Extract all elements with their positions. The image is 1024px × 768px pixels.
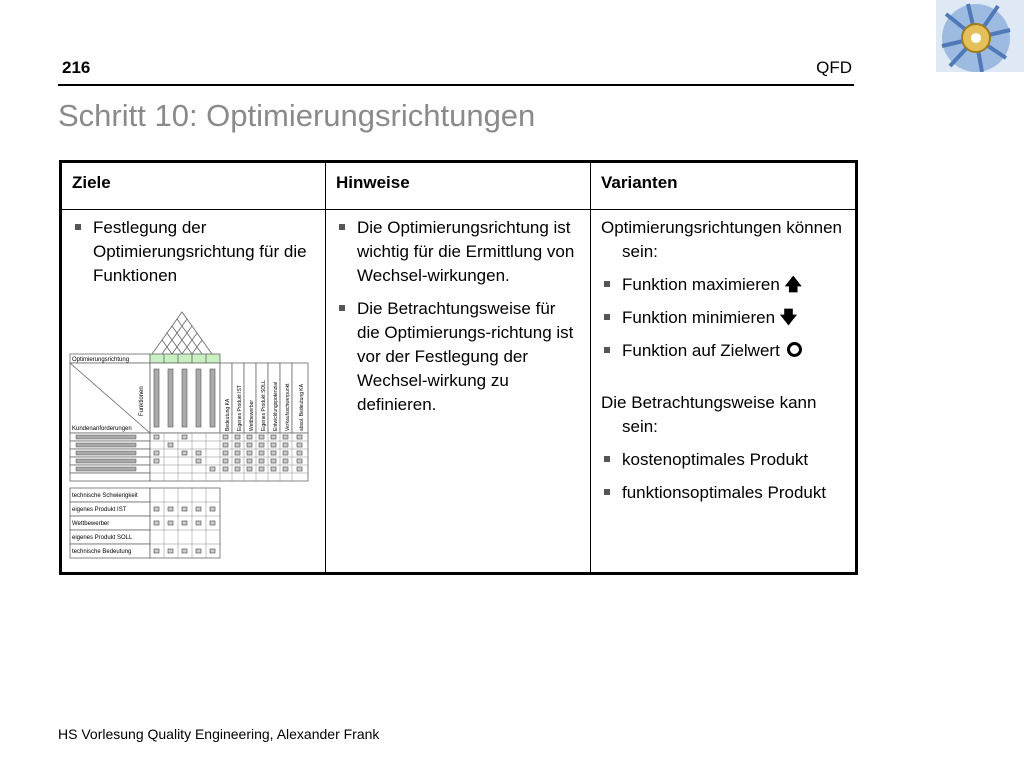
list-item bbox=[601, 273, 845, 297]
list-item bbox=[601, 339, 845, 363]
col-label: Verkaufsschwerpunkt bbox=[285, 383, 291, 431]
header-hinweise: Hinweise bbox=[326, 162, 591, 210]
varianten-intro-2: Die Betrachtungsweise kann sein: bbox=[601, 393, 817, 436]
hinweise-list bbox=[336, 216, 580, 417]
arrow-up-icon: 🡅 bbox=[784, 275, 802, 294]
col-label: Eigenes Produkt IST bbox=[237, 385, 243, 431]
bottom-row-label: eigenes Produkt IST bbox=[72, 507, 127, 513]
arrow-down-icon: 🡇 bbox=[779, 308, 798, 327]
table-header-row bbox=[61, 162, 857, 210]
bottom-row-label: Wettbewerber bbox=[72, 521, 110, 527]
ziele-list bbox=[72, 216, 315, 288]
cell-varianten bbox=[591, 210, 857, 574]
roof-matrix bbox=[152, 312, 212, 354]
item-text: Funktion auf Zielwert bbox=[622, 341, 780, 360]
bottom-row-label: eigenes Produkt SOLL bbox=[72, 535, 133, 541]
varianten-list-2 bbox=[601, 448, 845, 505]
list-item: funktionsoptimales Produkt bbox=[601, 481, 845, 505]
funktionen-label: Funktionen bbox=[139, 386, 145, 416]
target-circle-icon bbox=[787, 342, 802, 357]
col-label: absol. Bedeutung KA bbox=[299, 384, 305, 431]
col-label: Entwicklungspotenzial bbox=[273, 381, 279, 431]
varianten-list-1 bbox=[601, 273, 845, 363]
col-label: Wettbewerber bbox=[249, 399, 255, 431]
slide-topic: QFD bbox=[816, 58, 852, 77]
col-label: Bedeutung KA bbox=[225, 398, 231, 431]
bottom-row-label: technische Schwierigkeit bbox=[72, 493, 138, 499]
table-body-row bbox=[61, 210, 857, 574]
bottom-row-label: technische Bedeutung bbox=[72, 549, 132, 555]
header-varianten: Varianten bbox=[591, 162, 857, 210]
header-ziele: Ziele bbox=[61, 162, 326, 210]
item-text: Funktion maximieren bbox=[622, 275, 780, 294]
page-number: 216 bbox=[62, 58, 91, 77]
content-table bbox=[59, 160, 858, 575]
col-label: Eigenes Produkt SOLL bbox=[261, 380, 267, 431]
varianten-intro-1: Optimierungsrichtungen können sein: bbox=[601, 218, 842, 261]
optimization-row-label: Optimierungsrichtung bbox=[72, 357, 130, 363]
house-of-quality-diagram bbox=[68, 308, 312, 560]
list-item: Die Optimierungsrichtung ist wichtig für die Ermittlung von Wechsel-wirkungen. bbox=[336, 216, 580, 288]
list-item: Die Betrachtungsweise für die Optimierungs-richtung ist vor der Festlegung der Wechsel-wirkung zu definieren. bbox=[336, 297, 580, 417]
list-item: kostenoptimales Produkt bbox=[601, 448, 845, 472]
slide-title: Schritt 10: Optimierungsrichtungen bbox=[58, 98, 536, 133]
item-text: Funktion minimieren bbox=[622, 308, 776, 327]
list-item: Festlegung der Optimierungsrichtung für die Funktionen bbox=[72, 216, 315, 288]
cell-ziele bbox=[61, 210, 326, 574]
footer-text: HS Vorlesung Quality Engineering, Alexander Frank bbox=[58, 726, 380, 742]
kunden-label: Kundenanforderungen bbox=[72, 426, 132, 432]
cell-hinweise bbox=[326, 210, 591, 574]
turbine-logo bbox=[936, 0, 1024, 72]
list-item bbox=[601, 306, 845, 330]
header-rule bbox=[58, 84, 854, 86]
